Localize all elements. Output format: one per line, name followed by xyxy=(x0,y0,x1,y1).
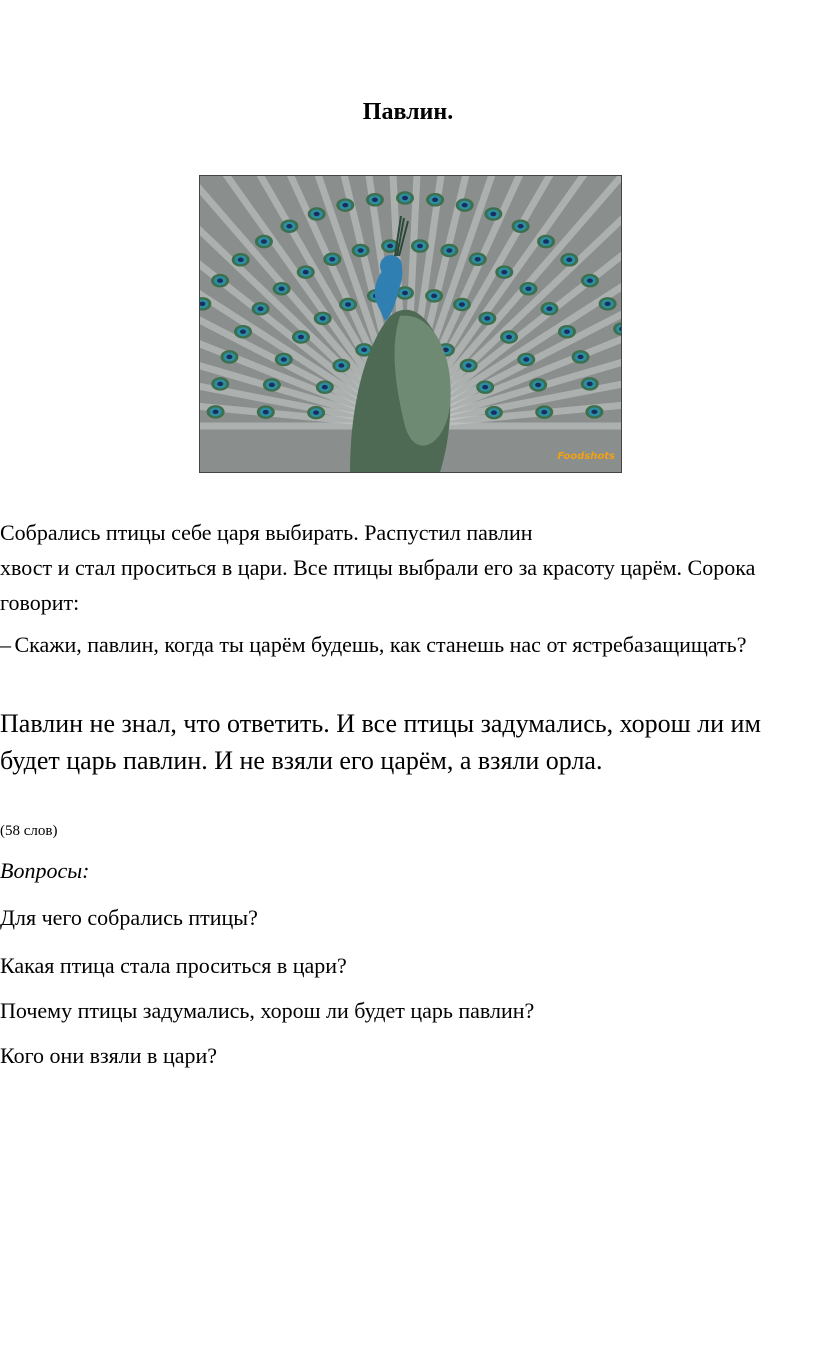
feather-eye xyxy=(560,253,578,267)
feather-eye-ring xyxy=(213,410,219,415)
feather-eye xyxy=(453,298,471,312)
feather-eye-ring xyxy=(320,316,326,321)
feather-eye xyxy=(460,359,478,373)
feather-eye xyxy=(585,405,603,419)
feather-eye xyxy=(308,207,326,221)
question-item: Какая птица стала проситься в цари? xyxy=(0,953,347,978)
feather-eye xyxy=(292,330,310,344)
feather-eye xyxy=(529,378,547,392)
feather-eye xyxy=(323,252,341,266)
feather-eye xyxy=(332,359,350,373)
feather-eye-ring xyxy=(462,203,468,208)
feather-eye xyxy=(478,312,496,326)
feather-eye-ring xyxy=(566,258,572,263)
feather-eye xyxy=(469,252,487,266)
feather-eye-ring xyxy=(591,410,597,415)
feather-eye-ring xyxy=(303,270,309,275)
feather-eye xyxy=(307,406,325,420)
feather-eye-ring xyxy=(338,363,344,368)
feather-eye xyxy=(232,253,250,267)
image-watermark: Foodshots xyxy=(557,451,615,462)
feather-eye-ring xyxy=(518,224,524,229)
feather-eye-ring xyxy=(281,357,287,362)
feather-eye-ring xyxy=(564,329,570,334)
feather-eye-ring xyxy=(313,410,319,415)
feather-eye xyxy=(207,405,225,419)
feather-eye-ring xyxy=(490,212,496,217)
feather-eye xyxy=(540,302,558,316)
page-title: Павлин. xyxy=(362,99,454,125)
feather-eye xyxy=(500,330,518,344)
feather-eye-ring xyxy=(238,258,244,263)
feather-eye xyxy=(220,350,238,364)
feather-eye xyxy=(339,298,357,312)
feather-eye xyxy=(519,282,537,296)
feather-eye-ring xyxy=(543,239,549,244)
feather-eye-ring xyxy=(261,239,267,244)
feather-eye-ring xyxy=(523,357,529,362)
story-paragraph-1-line-2: хвост и стал проситься в цари. Все птицы выбрали его за красоту царём. Сорока говорит: xyxy=(0,555,756,615)
feather-eye-ring xyxy=(240,329,246,334)
feather-eye xyxy=(211,377,229,391)
feather-eye xyxy=(558,325,576,339)
feather-eye-ring xyxy=(361,348,367,353)
feather-eye xyxy=(255,235,273,249)
feather-eye xyxy=(537,235,555,249)
feather-eye xyxy=(396,191,414,205)
feather-eye-ring xyxy=(402,196,408,201)
feather-eye xyxy=(581,274,599,288)
feather-eye xyxy=(476,380,494,394)
question-item: Кого они взяли в цари? xyxy=(0,1043,218,1068)
feather-eye-ring xyxy=(358,248,364,253)
feather-eye-ring xyxy=(587,382,593,387)
feather-eye xyxy=(211,274,229,288)
feather-eye-ring xyxy=(329,257,335,262)
story-paragraph-3: Павлин не знал, что ответить. И все птицы задумались, хорош ли им будет царь павлин. И не взяли его царём, а взяли орла. xyxy=(0,709,761,775)
feather-eye-ring xyxy=(501,270,507,275)
story-paragraph-1 xyxy=(0,515,790,620)
feather-eye-ring xyxy=(446,248,452,253)
feather-eye xyxy=(425,289,443,303)
feather-eye-ring xyxy=(587,278,593,283)
feather-eye-ring xyxy=(432,198,438,203)
feather-eye-ring xyxy=(298,335,304,340)
peacock-image xyxy=(199,175,622,473)
feather-eye xyxy=(316,380,334,394)
feather-eye-ring xyxy=(491,410,497,415)
feather-eye xyxy=(314,312,332,326)
feather-eye xyxy=(252,302,270,316)
word-count: (58 слов) xyxy=(0,823,58,839)
feather-eye xyxy=(234,325,252,339)
feather-eye-ring xyxy=(342,203,348,208)
peacock-head xyxy=(380,255,402,277)
feather-eye xyxy=(280,219,298,233)
feather-eye xyxy=(495,265,513,279)
feather-eye-ring xyxy=(226,355,232,360)
feather-eye-ring xyxy=(506,335,512,340)
feather-eye-ring xyxy=(279,286,285,291)
question-item: Почему птицы задумались, хорош ли будет царь павлин? xyxy=(0,998,535,1023)
feather-eye xyxy=(581,377,599,391)
feather-eye-ring xyxy=(263,410,269,415)
story-paragraph-1-line-1: Собрались птицы себе царя выбирать. Распустил павлин xyxy=(0,520,533,545)
feather-eye-ring xyxy=(217,278,223,283)
feather-eye xyxy=(366,193,384,207)
feather-eye xyxy=(535,405,553,419)
feather-eye-ring xyxy=(525,286,531,291)
questions-heading: Вопросы: xyxy=(0,858,90,883)
story-paragraph-2-text: Скажи, павлин, когда ты царём будешь, как станешь нас от ястребазащищать? xyxy=(9,632,747,657)
feather-eye-ring xyxy=(459,302,465,307)
feather-eye xyxy=(273,282,291,296)
feather-eye xyxy=(599,297,617,311)
feather-eye-ring xyxy=(402,291,408,296)
feather-eye-ring xyxy=(431,294,437,299)
feather-eye-ring xyxy=(258,307,264,312)
feather-eye xyxy=(440,244,458,258)
feather-eye-ring xyxy=(372,198,378,203)
feather-eye-ring xyxy=(322,385,328,390)
feather-eye-ring xyxy=(578,355,584,360)
feather-eye xyxy=(297,265,315,279)
feather-eye xyxy=(484,207,502,221)
feather-eye xyxy=(257,405,275,419)
feather-eye xyxy=(572,350,590,364)
story-paragraph-2 xyxy=(0,627,790,662)
feather-eye xyxy=(263,378,281,392)
feather-eye xyxy=(275,353,293,367)
feather-eye xyxy=(456,198,474,212)
feather-eye-ring xyxy=(535,383,541,388)
feather-eye-ring xyxy=(605,302,611,307)
feather-eye xyxy=(517,353,535,367)
peacock-illustration xyxy=(200,176,621,472)
feather-eye-ring xyxy=(345,302,351,307)
feather-eye xyxy=(336,198,354,212)
feather-eye xyxy=(352,244,370,258)
feather-eye xyxy=(485,406,503,420)
feather-eye-ring xyxy=(541,410,547,415)
feather-eye-ring xyxy=(314,212,320,217)
feather-eye xyxy=(411,239,429,253)
dialogue-dash: – xyxy=(0,632,9,657)
question-item: Для чего собрались птицы? xyxy=(0,905,258,930)
feather-eye-ring xyxy=(484,316,490,321)
feather-eye-ring xyxy=(546,307,552,312)
feather-eye xyxy=(426,193,444,207)
feather-eye-ring xyxy=(286,224,292,229)
feather-eye-ring xyxy=(387,244,393,249)
feather-eye-ring xyxy=(466,363,472,368)
feather-eye-ring xyxy=(269,383,275,388)
feather-eye-ring xyxy=(475,257,481,262)
feather-eye xyxy=(512,219,530,233)
feather-eye-ring xyxy=(217,382,223,387)
feather-eye-ring xyxy=(417,244,423,249)
feather-eye-ring xyxy=(482,385,488,390)
